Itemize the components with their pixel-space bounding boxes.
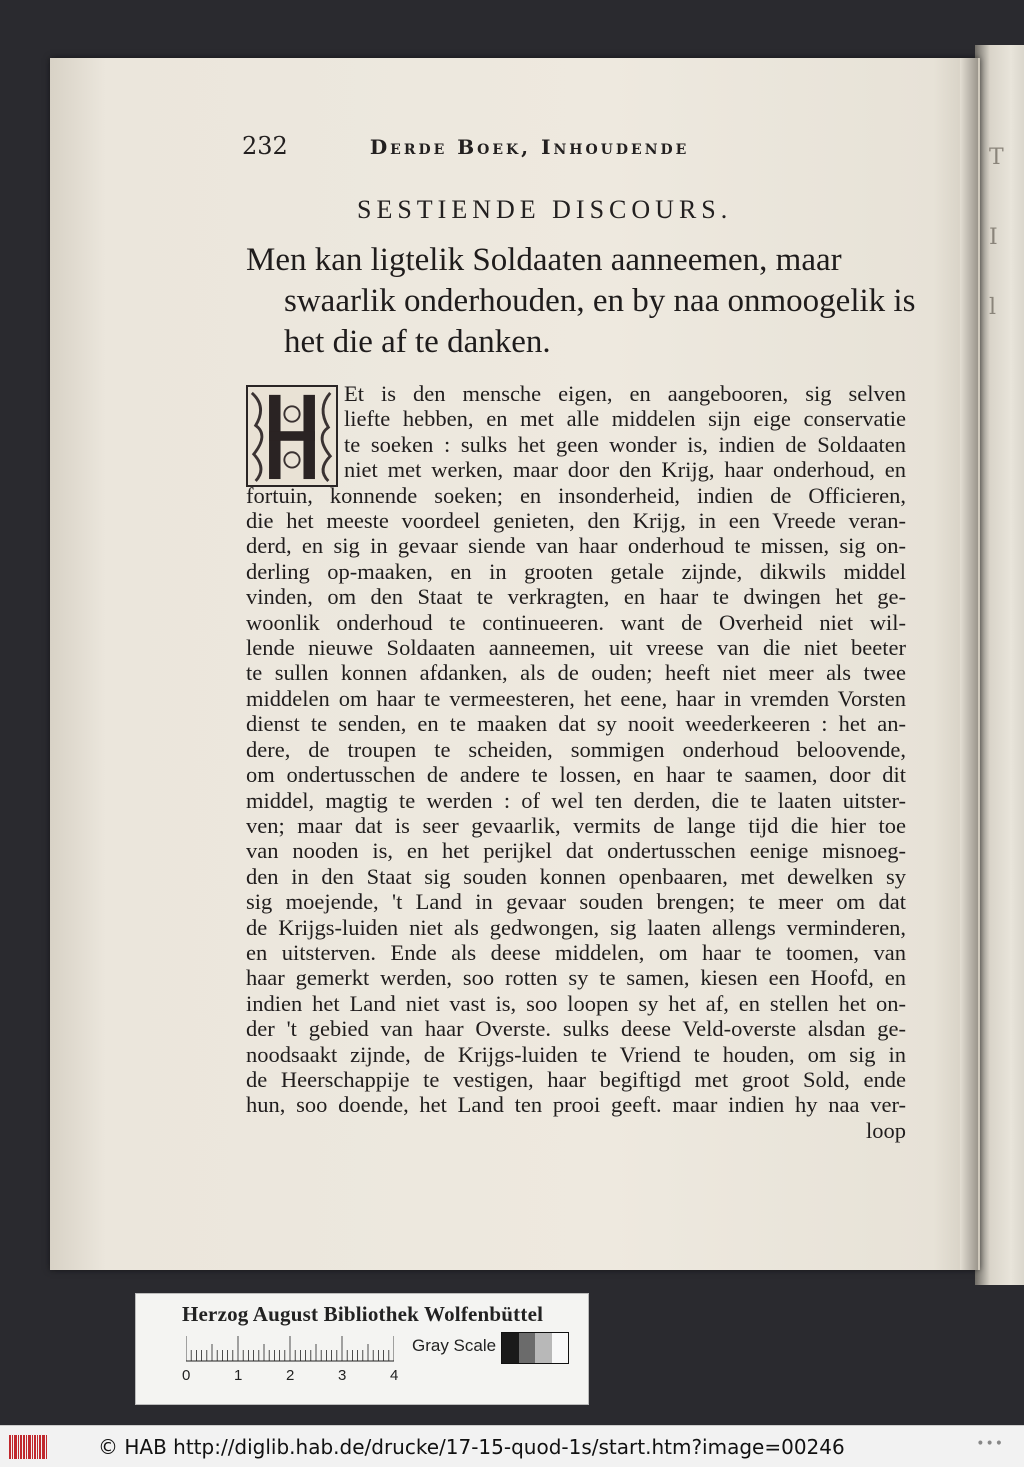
text-line: de Heerschappije te vestigen, haar begiftigd met groot Sold, ende: [246, 1066, 906, 1092]
logo-bar: [14, 1435, 17, 1459]
text-line: Et is den mensche eigen, en aangebooren, sig selven: [344, 381, 906, 406]
ruler-number: 1: [234, 1367, 243, 1384]
text-line: ven; maar dat is seer gevaarlik, vermits de lange tijd die hier toe: [246, 812, 906, 838]
library-name: Herzog August Bibliothek Wolfenbüttel: [182, 1302, 544, 1326]
logo-bar: [18, 1435, 19, 1459]
body-text: [246, 381, 906, 1143]
text-line: om ondertusschen de andere te lossen, en haar te saamen, door dit: [246, 762, 906, 788]
text-line: dere, de troupen te scheiden, sommigen onderhoud beloovende,: [246, 736, 906, 762]
text-line: middelen om haar te vermeesteren, het eene, haar in vremden Vorsten: [246, 685, 906, 711]
logo-bar: [20, 1435, 22, 1459]
gray-swatch-patch: [552, 1333, 569, 1363]
footer-copyright-url[interactable]: © HAB http://diglib.hab.de/drucke/17-15-quod-1s/start.htm?image=00246: [98, 1434, 845, 1459]
more-icon[interactable]: •••: [976, 1436, 1004, 1452]
page-number: 232: [242, 132, 288, 160]
subtitle-line: Men kan ligtelik Soldaaten aanneemen, maar: [246, 242, 842, 278]
footer-bar: [0, 1425, 1024, 1467]
text-line: indien het Land niet vast is, soo loopen sy het af, en stellen het on-: [246, 990, 906, 1016]
logo-bar: [26, 1435, 27, 1459]
text-line: en uitsterven. Ende als deese middelen, om haar te toomen, van: [246, 939, 906, 965]
chapter-subtitle: [246, 240, 926, 363]
text-line: middel, magtig te werden : of wel ten derden, die te laaten uitster-: [246, 787, 906, 813]
scale-ruler: [186, 1336, 394, 1362]
text-line: derling op-maaken, en in grooten getale zijnde, dikwils middel: [246, 558, 906, 584]
text-line: sig moejende, 't Land in gevaar souden brengen; te meer om dat: [246, 889, 906, 915]
text-line: hun, soo doende, het Land ten prooi geeft. maar indien hy naa ver-: [246, 1092, 906, 1118]
ruler-number: 0: [182, 1367, 191, 1384]
text-line: haar gemerkt werden, soo rotten sy te samen, kiesen een Hoofd, en: [246, 965, 906, 991]
page-gutter-shadow: [960, 58, 978, 1270]
text-line: der 't gebied van haar Overste. sulks deese Veld-overste alsdan ge-: [246, 1016, 906, 1042]
logo-bar: [34, 1435, 36, 1459]
gray-swatch-patch: [535, 1333, 552, 1363]
ruler-number: 4: [390, 1367, 399, 1384]
gray-swatch-patch: [519, 1333, 536, 1363]
text-line: liefte hebben, en met alle middelen sijn eige conservatie: [344, 406, 906, 432]
library-color-card: [135, 1293, 589, 1405]
logo-bar: [42, 1435, 45, 1459]
running-head: Derde Boek, Inhoudende: [369, 135, 690, 159]
gray-swatch-patch: [502, 1333, 519, 1363]
text-line: te soeken : sulks het geen wonder is, indien de Soldaaten: [344, 431, 906, 457]
gray-scale-swatch: [501, 1332, 569, 1364]
logo-bar: [39, 1435, 41, 1459]
text-line: dienst te senden, en te maaken dat sy nooit weederkeeren : het an-: [246, 711, 906, 737]
text-line: noodsaakt zijnde, de Krijgs-luiden te Vriend te houden, om sig in: [246, 1041, 906, 1067]
gray-scale-label: Gray Scale: [412, 1336, 497, 1355]
text-line: lende nieuwe Soldaaten aanneemen, uit vreese van die niet beeter: [246, 635, 906, 661]
text-line: vinden, om den Staat te verkragten, en haar te dwingen het ge-: [246, 584, 906, 610]
logo-bar: [46, 1435, 47, 1459]
text-line: van nooden is, en het perijkel dat ondertusschen eenige misnoeg-: [246, 838, 906, 864]
catchword: loop: [865, 1117, 906, 1143]
ruler-number: 3: [338, 1367, 347, 1384]
page-header: [242, 132, 762, 160]
text-line: fortuin, konnende soeken; en insonderheid, indien de Officieren,: [246, 482, 906, 508]
logo-bar: [28, 1435, 31, 1459]
subtitle-line: swaarlik onderhouden, en by naa onmoogelik is: [284, 283, 916, 319]
text-line: woonlik onderhoud te continueeren. want de Overheid niet wil-: [246, 609, 906, 635]
hab-barcode-icon: [8, 1433, 48, 1461]
logo-bar: [9, 1435, 11, 1459]
text-line: niet met werken, maar door den Krijg, haar onderhoud, en: [344, 457, 906, 483]
logo-bar: [32, 1435, 33, 1459]
text-line: de Krijgs-luiden niet als gedwongen, sig laaten allengs verminderen,: [246, 914, 906, 940]
discours-title: SESTIENDE DISCOURS.: [357, 195, 733, 224]
ruler-numbers: [182, 1367, 412, 1387]
text-line: die het meeste voordeel genieten, den Krijg, in een Vreede veran-: [246, 508, 906, 534]
ruler-number: 2: [286, 1367, 295, 1384]
logo-bar: [37, 1435, 38, 1459]
subtitle-line: het die af te danken.: [284, 324, 551, 360]
logo-bar: [12, 1435, 13, 1459]
text-line: te sullen konnen afdanken, als de ouden; heeft niet meer als twee: [246, 660, 906, 686]
logo-bar: [23, 1435, 25, 1459]
adjacent-page-edge: T I l: [975, 45, 1024, 1285]
text-line: derd, en sig in gevaar siende van haar onderhoud te missen, sig on-: [246, 533, 906, 559]
text-line: den in den Staat sig souden konnen openbaaren, met dewelken sy: [246, 863, 906, 889]
